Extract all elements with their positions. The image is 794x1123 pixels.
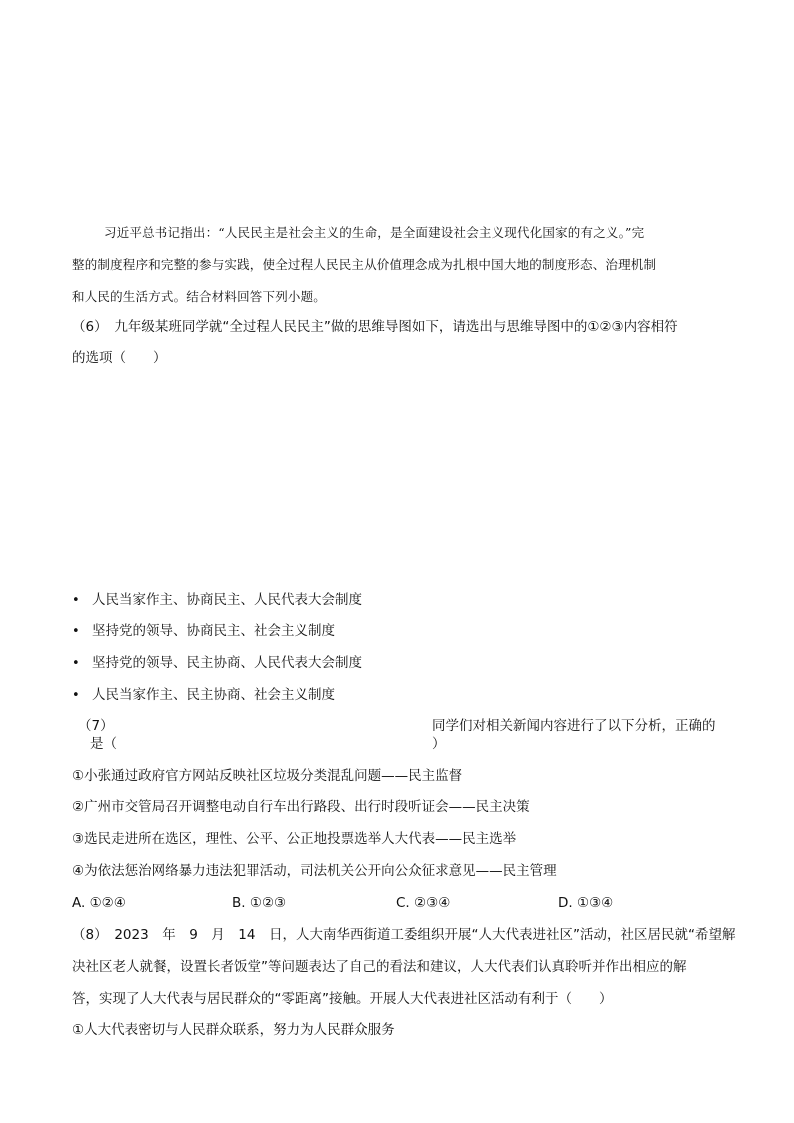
q7-stem-right: 同学们对相关新闻内容进行了以下分析，正确的 xyxy=(432,718,716,734)
q8-item-1: ①人大代表密切与人民群众联系，努力为人民群众服务 xyxy=(72,1022,395,1038)
bullet-dot-icon: • xyxy=(72,624,80,639)
q7-item-2: ②广州市交管局召开调整电动自行车出行路段、出行时段听证会——民主决策 xyxy=(72,799,530,815)
passage-line-3: 和人民的生活方式。结合材料回答下列小题。 xyxy=(72,289,327,304)
bullet-dot-icon: • xyxy=(72,688,80,703)
q6-option-1-text: 人民当家作主、协商民主、人民代表大会制度 xyxy=(92,592,362,608)
bullet-dot-icon: • xyxy=(72,593,80,608)
q7-choice-b[interactable]: B. ①②③ xyxy=(232,895,287,911)
q7-paren-close: ） xyxy=(432,736,446,752)
q6-option-4-text: 人民当家作主、民主协商、社会主义制度 xyxy=(92,687,335,703)
q7-item-1: ①小张通过政府官方网站反映社区垃圾分类混乱问题——民主监督 xyxy=(72,768,463,784)
q6-option-2-text: 坚持党的领导、协商民主、社会主义制度 xyxy=(92,623,335,639)
q7-choice-c[interactable]: C. ②③④ xyxy=(396,895,451,911)
q6-option-3[interactable] xyxy=(72,653,362,673)
q8-stem-line-1: （8） 2023 年 9 月 14 日，人大南华西街道工委组织开展“人大代表进社区”活动，社区居民就“希望解 xyxy=(72,927,736,943)
bullet-dot-icon: • xyxy=(72,656,80,671)
mind-map-figure-area xyxy=(72,380,722,580)
q7-item-3: ③选民走进所在选区，理性、公平、公正地投票选举人大代表——民主选举 xyxy=(72,831,517,847)
q7-item-4: ④为依法惩治网络暴力违法犯罪活动，司法机关公开向公众征求意见——民主管理 xyxy=(72,863,557,879)
q7-stem-prefix: 是（ xyxy=(90,736,117,752)
q8-stem-line-3: 答，实现了人大代表与居民群众的“零距离”接触。开展人大代表进社区活动有利于（ ） xyxy=(72,991,613,1007)
q8-stem-line-2: 决社区老人就餐，设置长者饭堂”等问题表达了自己的看法和建议，人大代表们认真聆听并作出相应的解 xyxy=(72,959,687,975)
passage-line-2: 整的制度程序和完整的参与实践，使全过程人民民主从价值理念成为扎根中国大地的制度形态、治理机制 xyxy=(72,257,657,272)
q6-option-3-text: 坚持党的领导、民主协商、人民代表大会制度 xyxy=(92,655,362,671)
q6-stem-line-2: 的选项（ ） xyxy=(72,350,167,366)
q7-number: （7） xyxy=(78,718,114,734)
q6-option-4[interactable] xyxy=(72,685,335,705)
q6-stem-line-1: （6） 九年级某班同学就“全过程人民民主”做的思维导图如下，请选出与思维导图中的①②③内容相符 xyxy=(72,319,678,335)
passage-line-1: 习近平总书记指出：“人民民主是社会主义的生命，是全面建设社会主义现代化国家的有之义。”完 xyxy=(104,225,645,240)
q7-choice-a[interactable]: A. ①②④ xyxy=(72,895,126,911)
q7-choice-d[interactable]: D. ①③④ xyxy=(558,895,614,911)
q6-option-2[interactable] xyxy=(72,621,335,641)
q6-option-1[interactable] xyxy=(72,590,362,610)
